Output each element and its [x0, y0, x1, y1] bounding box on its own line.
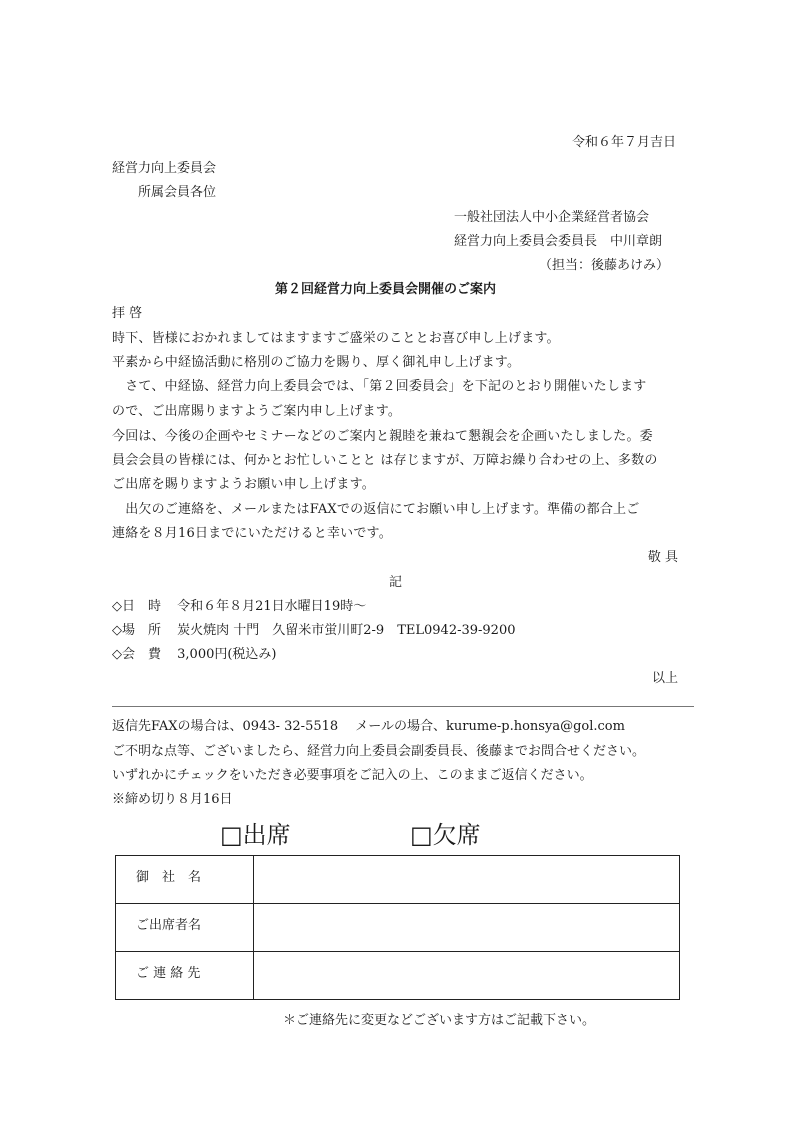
reply-instructions: いずれかにチェックをいただき必要事項をご記入の上、このままご返信ください。 [112, 768, 593, 783]
absent-checkbox[interactable]: □欠席 [410, 821, 481, 849]
sender-contact: （担当：後藤あけみ） [538, 258, 669, 273]
footnote: ＊ご連絡先に変更などございます方はご記載下さい。 [283, 1013, 596, 1028]
detail-venue [112, 624, 516, 637]
recipient-committee: 経営力向上委員会 [112, 161, 217, 176]
sender-organization: 一般社団法人中小企業経営者協会 [454, 210, 650, 225]
reply-form-table [115, 855, 680, 1000]
body-line: ので、ご出席賜りますようご案内申し上げます。 [112, 404, 402, 419]
ijou: 以上 [651, 671, 678, 686]
body-line: ご出席を賜りますようお願い申し上げます。 [112, 477, 375, 492]
body-line: さて、中経協、経営力向上委員会では、「第２回委員会」を下記のとおり開催いたします [112, 379, 647, 394]
closing: 敬 具 [647, 550, 678, 565]
form-field-attendee[interactable] [254, 904, 680, 952]
body-line: 出欠のご連絡を、メールまたはFAXでの返信にてお願い申し上げます。準備の都合上ご [112, 502, 640, 517]
detail-value: 炭火焼肉 十門 久留米市蛍川町2-9 TEL0942-39-9200 [177, 623, 516, 638]
detail-label: ◇場 所 [112, 623, 161, 638]
document-date: 令和６年７月吉日 [571, 135, 676, 150]
reply-fax-email: 返信先FAXの場合は、0943- 32-5518 メールの場合、kurume-p.honsya@gol.com [112, 719, 625, 734]
form-field-company[interactable] [254, 856, 680, 904]
detail-label: ◇日 時 [112, 599, 161, 614]
reply-deadline: ※締め切り８月16日 [112, 792, 233, 807]
detail-label: ◇会 費 [112, 647, 161, 662]
detail-value: 3,000円(税込み) [177, 647, 277, 662]
document-title: 第２回経営力向上委員会開催のご案内 [275, 282, 497, 297]
body-line: 員会会員の皆様には、何かとお忙しいことと は存じますが、万障お繰り合わせの上、多数の [112, 453, 658, 468]
table-row [116, 856, 680, 904]
form-field-contact[interactable] [254, 952, 680, 1000]
attend-checkbox[interactable]: □出席 [220, 821, 291, 849]
divider-line [112, 706, 694, 707]
recipient-members: 所属会員各位 [138, 185, 217, 200]
form-label-attendee: ご出席者名 [116, 904, 254, 952]
body-line: 連絡を８月16日までにいただけると幸いです。 [112, 526, 392, 541]
ki-heading: 記 [389, 575, 403, 590]
body-line: 今回は、今後の企画やセミナーなどのご案内と親睦を兼ねて懇親会を企画いたしました。委 [112, 429, 653, 444]
reply-inquiry: ご不明な点等、ございましたら、経営力向上委員会副委員長、後藤までお問合せください。 [112, 744, 646, 759]
sender-position: 経営力向上委員会委員長 中川章朗 [454, 234, 663, 249]
detail-date [112, 600, 366, 613]
salutation: 拝 啓 [112, 306, 143, 321]
form-label-company: 御 社 名 [116, 856, 254, 904]
form-label-contact: ご 連 絡 先 [116, 952, 254, 1000]
detail-fee [112, 648, 277, 661]
body-line: 平素から中経協活動に格別のご協力を賜り、厚く御礼申し上げます。 [112, 355, 521, 370]
body-line: 時下、皆様におかれましてはますますご盛栄のこととお喜び申し上げます。 [112, 331, 560, 346]
table-row [116, 904, 680, 952]
table-row [116, 952, 680, 1000]
detail-value: 令和６年８月21日水曜日19時～ [177, 599, 367, 614]
